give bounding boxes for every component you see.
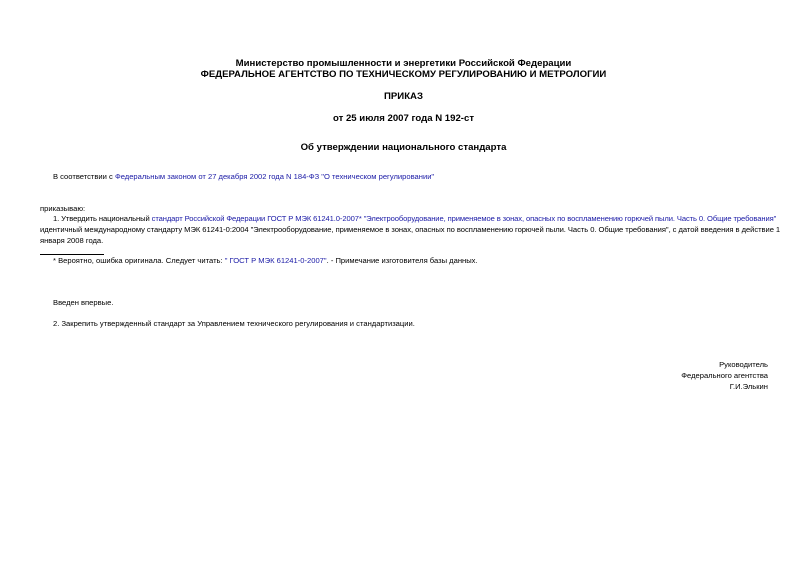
ministry-heading: Министерство промышленности и энергетики Российской Федерации (235, 58, 572, 69)
intro-paragraph (53, 171, 434, 182)
signature-org: Федерального агентства (681, 371, 768, 380)
standard-link[interactable]: стандарт Российской Федерации ГОСТ Р МЭК 61241.0-2007* "Электрооборудование, применяемое в зонах, опасных по воспламенению горючей пыли. Часть 0. Общие требования" (151, 214, 777, 223)
agency-heading: ФЕДЕРАЛЬНОЕ АГЕНТСТВО ПО ТЕХНИЧЕСКОМУ РЕГУЛИРОВАНИЮ И МЕТРОЛОГИИ (200, 69, 607, 80)
signature-name: Г.И.Элькин (729, 382, 768, 391)
signature-role: Руководитель (719, 360, 768, 369)
order-title: Об утверждении национального стандарта (300, 142, 507, 153)
footnote-suffix: . - Примечание изготовителя базы данных. (326, 256, 478, 265)
item1-line1 (53, 213, 776, 224)
doc-type-heading: ПРИКАЗ (384, 91, 423, 102)
footnote-prefix: * Вероятно, ошибка оригинала. Следует читать: (53, 256, 225, 265)
intro-prefix: В соответствии с (53, 172, 115, 181)
order-word: приказываю: (40, 204, 86, 213)
item1-line2: идентичный международному стандарту МЭК 61241-0:2004 "Электрооборудование, применяемое в зонах, опасных по воспламенению горючей пыли. Часть 0. Общие требования", с датой введения в действие 1 (40, 225, 781, 234)
footnote-standard-link[interactable]: " ГОСТ Р МЭК 61241-0-2007" (224, 256, 327, 265)
federal-law-link[interactable]: Федеральным законом от 27 декабря 2002 года N 184-ФЗ "О техническом регулировании" (114, 172, 435, 181)
item1-prefix: 1. Утвердить национальный (53, 214, 152, 223)
item1-line3: января 2008 года. (40, 236, 104, 245)
item2-paragraph: 2. Закрепить утвержденный стандарт за Управлением технического регулирования и стандартизации. (53, 319, 415, 328)
date-number-heading: от 25 июля 2007 года N 192-ст (332, 113, 475, 124)
footnote (53, 255, 478, 266)
introduced-note: Введен впервые. (53, 298, 114, 307)
